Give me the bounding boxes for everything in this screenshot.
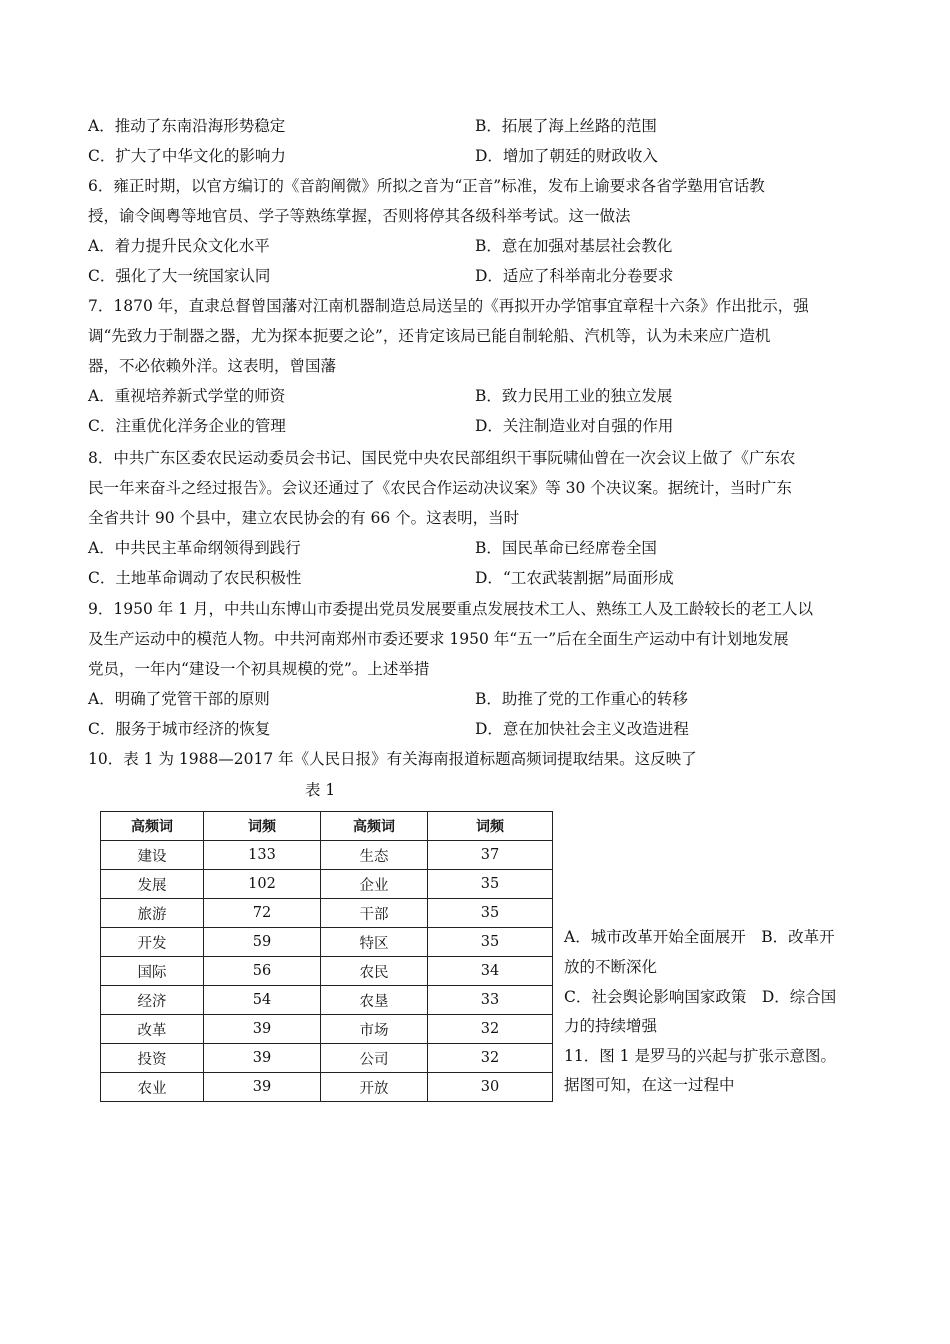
q7-option-c: C．注重优化洋务企业的管理 (88, 417, 286, 435)
q11-stem-line1: 11．图 1 是罗马的兴起与扩张示意图。 (564, 1047, 836, 1065)
cell-word-2: 生态 (321, 841, 428, 870)
q8-stem-line2: 民一年来奋斗之经过报告》。会议还通过了《农民合作运动决议案》等 30 个决议案。据统计，当时广东 (88, 479, 792, 497)
header-word-2: 高频词 (321, 812, 428, 841)
q7-option-b: B．致力民用工业的独立发展 (475, 387, 673, 405)
table-caption: 表 1 (305, 781, 336, 799)
cell-word-2: 企业 (321, 870, 428, 899)
q9-option-d: D．意在加快社会主义改造进程 (475, 720, 689, 738)
cell-freq-1: 102 (204, 870, 321, 899)
table-row (101, 870, 553, 899)
cell-word-2: 特区 (321, 928, 428, 957)
cell-word-2: 市场 (321, 1015, 428, 1044)
cell-freq-1: 54 (204, 986, 321, 1015)
q9-option-c: C．服务于城市经济的恢复 (88, 720, 271, 738)
q5-option-b: B．拓展了海上丝路的范围 (475, 117, 657, 135)
cell-word-1: 国际 (101, 957, 204, 986)
cell-freq-2: 35 (428, 870, 553, 899)
q6-option-c: C．强化了大一统国家认同 (88, 267, 271, 285)
q6-stem-line2: 授，谕令闽粤等地官员、学子等熟练掌握，否则将停其各级科举考试。这一做法 (88, 207, 631, 225)
q7-stem-line3: 器，不必依赖外洋。这表明，曾国藩 (88, 357, 337, 375)
table-header-row (101, 812, 553, 841)
cell-freq-1: 39 (204, 1044, 321, 1073)
cell-word-2: 公司 (321, 1044, 428, 1073)
q5-option-c: C．扩大了中华文化的影响力 (88, 147, 286, 165)
q5-option-a: A．推动了东南沿海形势稳定 (88, 117, 286, 135)
q9-stem-line2: 及生产运动中的模范人物。中共河南郑州市委还要求 1950 年“五一”后在全面生产运动中有计划地发展 (88, 630, 789, 648)
q10-stem: 10．表 1 为 1988—2017 年《人民日报》有关海南报道标题高频词提取结果。这反映了 (88, 750, 697, 768)
table-row (101, 841, 553, 870)
cell-word-2: 开放 (321, 1073, 428, 1102)
cell-word-2: 干部 (321, 899, 428, 928)
q8-option-d: D．“工农武装割据”局面形成 (475, 569, 674, 587)
q6-stem-line1: 6．雍正时期，以官方编订的《音韵阐微》所拟之音为“正音”标准，发布上谕要求各省学塾用官话教 (88, 177, 765, 195)
q7-option-d: D．关注制造业对自强的作用 (475, 417, 674, 435)
q9-option-b: B．助推了党的工作重心的转移 (475, 690, 688, 708)
q10-options-line1: A．城市改革开始全面展开 B．改革开 (564, 928, 835, 946)
q5-option-d: D．增加了朝廷的财政收入 (475, 147, 658, 165)
header-freq-2: 词频 (428, 812, 553, 841)
q8-stem-line1: 8．中共广东区委农民运动委员会书记、国民党中央农民部组织干事阮啸仙曾在一次会议上做了《广东农 (88, 449, 796, 467)
cell-word-2: 农垦 (321, 986, 428, 1015)
q8-stem-line3: 全省共计 90 个县中，建立农民协会的有 66 个。这表明，当时 (88, 509, 520, 527)
cell-word-1: 开发 (101, 928, 204, 957)
cell-word-1: 发展 (101, 870, 204, 899)
q6-option-a: A．着力提升民众文化水平 (88, 237, 270, 255)
table-row (101, 986, 553, 1015)
q9-stem-line1: 9．1950 年 1 月，中共山东博山市委提出党员发展要重点发展技术工人、熟练工人及工龄较长的老工人以 (88, 600, 813, 618)
table-row (101, 928, 553, 957)
table-row (101, 1044, 553, 1073)
cell-freq-1: 39 (204, 1073, 321, 1102)
cell-word-1: 旅游 (101, 899, 204, 928)
table-body (101, 841, 553, 1102)
q7-stem-line1: 7．1870 年，直隶总督曾国藩对江南机器制造总局送呈的《再拟开办学馆事宜章程十六条》作出批示，强 (88, 297, 809, 315)
cell-word-1: 经济 (101, 986, 204, 1015)
table-row (101, 899, 553, 928)
q7-option-a: A．重视培养新式学堂的师资 (88, 387, 286, 405)
cell-word-1: 建设 (101, 841, 204, 870)
q8-option-b: B．国民革命已经席卷全国 (475, 539, 657, 557)
cell-word-1: 投资 (101, 1044, 204, 1073)
q7-stem-line2: 调“先致力于制器之器，尤为探本扼要之论”，还肯定该局已能自制轮船、汽机等，认为未来应广造机 (88, 327, 771, 345)
cell-freq-2: 35 (428, 928, 553, 957)
cell-freq-1: 59 (204, 928, 321, 957)
q8-option-c: C．土地革命调动了农民积极性 (88, 569, 302, 587)
cell-freq-2: 30 (428, 1073, 553, 1102)
q9-option-a: A．明确了党管干部的原则 (88, 690, 270, 708)
cell-freq-2: 32 (428, 1044, 553, 1073)
q11-stem-line2: 据图可知，在这一过程中 (564, 1076, 735, 1094)
q9-stem-line3: 党员，一年内“建设一个初具规模的党”。上述举措 (88, 660, 430, 678)
q6-option-b: B．意在加强对基层社会教化 (475, 237, 673, 255)
q10-options-line3: C．社会舆论影响国家政策 D．综合国 (564, 988, 837, 1006)
cell-freq-2: 35 (428, 899, 553, 928)
table-row (101, 957, 553, 986)
q6-option-d: D．适应了科举南北分卷要求 (475, 267, 674, 285)
q10-options-line4: 力的持续增强 (564, 1017, 658, 1035)
cell-freq-1: 72 (204, 899, 321, 928)
table-row (101, 1015, 553, 1044)
cell-word-1: 改革 (101, 1015, 204, 1044)
cell-word-1: 农业 (101, 1073, 204, 1102)
table-row (101, 1073, 553, 1102)
cell-freq-2: 34 (428, 957, 553, 986)
cell-freq-1: 39 (204, 1015, 321, 1044)
frequency-table (100, 811, 553, 1102)
cell-freq-2: 37 (428, 841, 553, 870)
header-freq-1: 词频 (204, 812, 321, 841)
header-word-1: 高频词 (101, 812, 204, 841)
cell-freq-1: 133 (204, 841, 321, 870)
cell-freq-1: 56 (204, 957, 321, 986)
q10-options-line2: 放的不断深化 (564, 958, 658, 976)
q8-option-a: A．中共民主革命纲领得到践行 (88, 539, 301, 557)
cell-freq-2: 33 (428, 986, 553, 1015)
cell-freq-2: 32 (428, 1015, 553, 1044)
cell-word-2: 农民 (321, 957, 428, 986)
